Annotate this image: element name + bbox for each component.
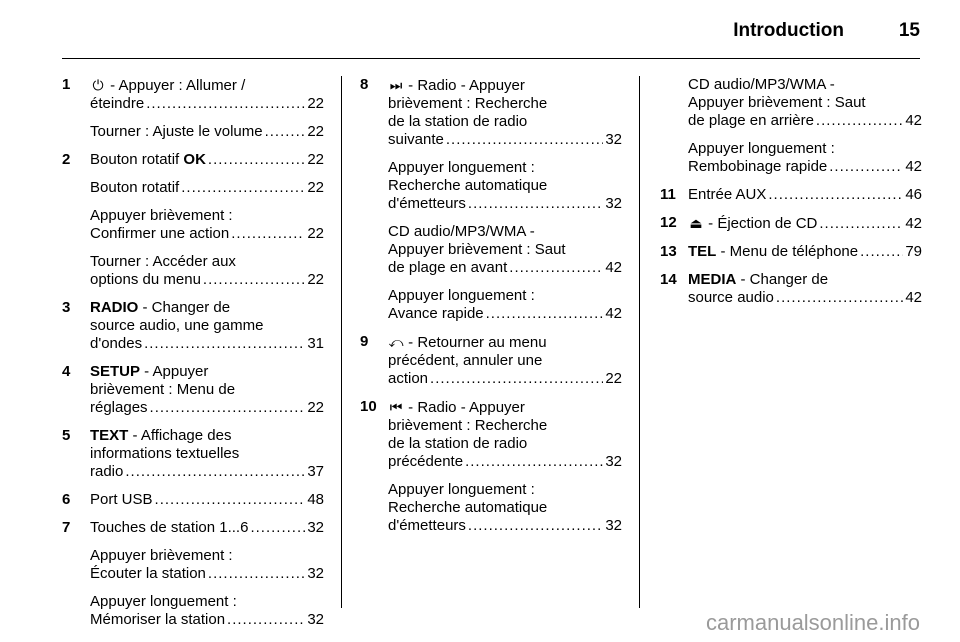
page-ref: 22 [605,370,622,387]
entry-number: 13 [660,243,677,260]
page-ref: 32 [307,565,324,582]
dot-leader [816,112,903,130]
dot-leader [208,151,305,169]
entry-block: Tourner : Accéder aux options du menu ..... 22 [90,253,324,289]
entry-12 [660,214,922,233]
entry-8 [360,76,622,323]
page-ref: 22 [307,399,324,416]
page-ref: 42 [605,259,622,276]
entry-block: Appuyer longuement : Mémoriser la station ..... 32 [90,593,324,629]
entry-9: 9 ⤺ - Retourner au menu précédent, annuler une action ..... 22 [360,333,622,388]
entry-7 [62,519,324,629]
page-number: 15 [898,20,920,41]
column-2 [360,76,622,535]
entry-number: 7 [62,519,71,536]
page-title: Introduction [733,20,844,41]
dot-leader [819,215,903,233]
page-ref: 22 [307,123,324,140]
toc-leader-line: Bouton rotatif OK ..... 22 [90,151,324,169]
toc-leader-line: suivante ..... 32 [388,131,622,149]
entry-number: 12 [660,214,677,231]
entry-3: 3 RADIO - Changer de source audio, une gamme d'ondes ..... 31 [62,299,324,353]
dot-leader [468,517,603,535]
page-ref: 32 [605,517,622,534]
toc-leader-line: Bouton rotatif ..... 22 [90,179,324,197]
page-ref: 32 [307,519,324,536]
page-ref: 37 [307,463,324,480]
page-ref: 31 [307,335,324,352]
toc-leader-line: de plage en arrière ..... 42 [688,112,922,130]
entry-11 [660,186,922,204]
entry-block [90,76,324,113]
entry-block: Appuyer longuement : Recherche automatique d'émetteurs ..... 32 [388,481,622,535]
page-ref: 32 [605,131,622,148]
toc-leader-line: Touches de station 1...6 ..... 32 [90,519,324,537]
entry-block: Appuyer longuement : Avance rapide ..... 42 [388,287,622,323]
toc-leader-line: d'émetteurs ..... 32 [388,195,622,213]
entry-number: 2 [62,151,71,168]
dot-leader [231,225,305,243]
page-ref: 79 [905,243,922,260]
dot-leader [150,399,306,417]
page-ref: 42 [605,305,622,322]
dot-leader [146,95,305,113]
entry-number: 1 [62,76,71,93]
dot-leader [829,158,903,176]
dot-leader [768,186,903,204]
page-ref: 42 [905,289,922,306]
entry-block: Appuyer brièvement : Écouter la station ..... 32 [90,547,324,583]
page-ref: 22 [307,225,324,242]
page-ref: 32 [307,611,324,628]
skip-previous-icon: ⏮ [389,399,403,415]
dot-leader [860,243,903,261]
entry-block [90,519,324,537]
page-ref: 42 [905,112,922,129]
entry-10-continued [660,76,922,176]
toc-leader-line: Rembobinage rapide ..... 42 [688,158,922,176]
dot-leader [155,491,306,509]
toc-leader-line: d'ondes ..... 31 [90,335,324,353]
toc-leader-line: Mémoriser la station ..... 32 [90,611,324,629]
toc-leader-line: options du menu ..... 22 [90,271,324,289]
header-rule [62,58,920,59]
toc-leader-line: Écouter la station ..... 32 [90,565,324,583]
page-ref: 32 [605,453,622,470]
dot-leader [468,195,603,213]
page-ref: 42 [905,215,922,232]
dot-leader [227,611,305,629]
entry-block [90,151,324,169]
toc-leader-line: de plage en avant ..... 42 [388,259,622,277]
toc-leader-line: source audio ..... 42 [688,289,922,307]
column-divider-1 [341,76,342,608]
page-ref: 22 [307,151,324,168]
dot-leader [144,335,305,353]
entry-13 [660,243,922,261]
entry-1 [62,76,324,141]
dot-leader [430,370,603,388]
entry-number: 5 [62,427,71,444]
entry-number: 9 [360,333,369,350]
entry-block: ⏮ - Radio - Appuyer brièvement : Recherche de la station de radio précédente ..... 32 [388,398,622,471]
entry-number: 10 [360,398,377,415]
page-ref: 22 [307,271,324,288]
toc-leader-line: Tourner : Ajuste le volume ..... 22 [90,123,324,141]
page-ref: 22 [307,179,324,196]
toc-leader-line: d'émetteurs ..... 32 [388,517,622,535]
dot-leader [125,463,305,481]
toc-leader-line: radio ..... 37 [90,463,324,481]
column-divider-2 [639,76,640,608]
column-1 [62,76,324,629]
toc-leader-line: ⏏ - Éjection de CD ..... 42 [688,214,922,233]
dot-leader [776,289,903,307]
toc-leader-line: action ..... 22 [388,370,622,388]
entry-4: 4 SETUP - Appuyer brièvement : Menu de réglages ..... 22 [62,363,324,417]
toc-leader-line: Port USB ..... 48 [90,491,324,509]
entry-number: 8 [360,76,369,93]
column-3 [660,76,922,307]
skip-next-icon: ⏭ [389,77,403,93]
toc-leader-line: réglages ..... 22 [90,399,324,417]
toc-leader-line: TEL - Menu de téléphone ..... 79 [688,243,922,261]
page-ref: 32 [605,195,622,212]
entry-block: ⏭ - Radio - Appuyer brièvement : Recherche de la station de radio suivante ..... 32 [388,76,622,149]
page-ref: 48 [307,491,324,508]
dot-leader [208,565,305,583]
entry-number: 3 [62,299,71,316]
page-ref: 42 [905,158,922,175]
dot-leader [265,123,306,141]
entry-block [90,179,324,197]
power-icon: ⏻ [92,77,104,93]
entry-block: CD audio/MP3/WMA - Appuyer brièvement : Saut de plage en arrière ..... 42 [688,76,922,130]
toc-leader-line: précédente ..... 32 [388,453,622,471]
dot-leader [250,519,305,537]
entry-block: Appuyer longuement : Recherche automatique d'émetteurs ..... 32 [388,159,622,213]
page-ref: 46 [905,186,922,203]
dot-leader [465,453,603,471]
entry-5: 5 TEXT - Affichage des informations textuelles radio ..... 37 [62,427,324,481]
toc-leader-line: éteindre ..... 22 [90,95,324,113]
entry-2 [62,151,324,289]
dot-leader [486,305,604,323]
dot-leader [509,259,603,277]
toc-leader-line: Avance rapide ..... 42 [388,305,622,323]
entry-number: 6 [62,491,71,508]
eject-icon: ⏏ [689,215,703,231]
entry-line: ⏻ - Appuyer : Allumer / [90,76,324,95]
entry-number: 4 [62,363,71,380]
toc-leader-line: Entrée AUX ..... 46 [688,186,922,204]
return-arrow-icon: ⤺ [388,334,404,350]
entry-10 [360,398,622,535]
dot-leader [181,179,305,197]
dot-leader [203,271,305,289]
entry-14: 14 MEDIA - Changer de source audio ..... 42 [660,271,922,307]
entry-block: CD audio/MP3/WMA - Appuyer brièvement : Saut de plage en avant ..... 42 [388,223,622,277]
toc-leader-line: Confirmer une action ..... 22 [90,225,324,243]
entry-block [90,123,324,141]
watermark: carmanualsonline.info [705,610,920,635]
entry-number: 11 [660,186,676,203]
entry-6 [62,491,324,509]
page-ref: 22 [307,95,324,112]
entry-number: 14 [660,271,677,288]
dot-leader [446,131,603,149]
entry-block: Appuyer brièvement : Confirmer une action ..... 22 [90,207,324,243]
entry-block: Appuyer longuement : Rembobinage rapide ..... 42 [688,140,922,176]
